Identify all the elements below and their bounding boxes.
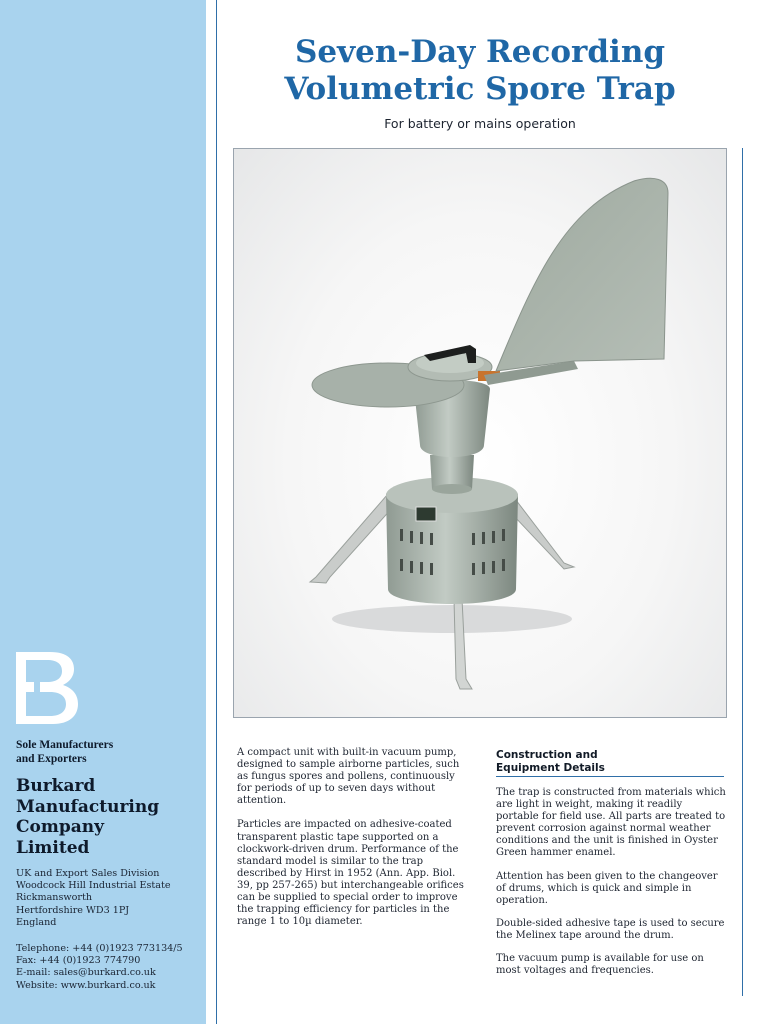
- intro-paragraph: A compact unit with built-in vacuum pump, designed to sample airborne particles, such as fungus spores and pollens, continuously for periods of up to seven days without attention.: [237, 747, 460, 807]
- details-paragraph: Double-sided adhesive tape is used to secure the Melinex tape around the drum.: [496, 917, 725, 941]
- spore-trap-illustration: [234, 149, 727, 718]
- right-divider: [742, 148, 743, 996]
- company-line: Limited: [16, 837, 90, 858]
- company-line: Company: [16, 817, 104, 837]
- tagline: Sole Manufacturers and Exporters: [16, 739, 114, 765]
- intro-column: [237, 747, 472, 940]
- details-heading: [496, 749, 724, 777]
- subtitle: For battery or mains operation: [384, 116, 576, 131]
- intro-paragraph: Particles are impacted on adhesive-coated transparent plastic tape supported on a clockwork-driven drum. Performance of the standard model is similar to the trap described by Hirst in 1952 (Ann. App. Biol. 39, pp 257-265) but interchangeable orifices can be supplied to special order to improve the trapping efficiency for particles in the range 1 to 10µ diameter.: [237, 819, 464, 928]
- vertical-divider: [216, 0, 217, 1024]
- company-line: Manufacturing: [16, 796, 160, 817]
- email-link[interactable]: E-mail: sales@burkard.co.uk: [16, 967, 156, 979]
- address-line: Woodcock Hill Industrial Estate: [16, 880, 171, 892]
- burkard-b-logo-icon: [16, 652, 78, 724]
- details-paragraph: The vacuum pump is available for use on most voltages and frequencies.: [496, 953, 704, 977]
- company-line: Burkard: [16, 776, 96, 796]
- address-line: Hertfordshire WD3 1PJ: [16, 904, 130, 916]
- address-line: England: [16, 916, 57, 928]
- title-line: Volumetric Spore Trap: [284, 71, 676, 107]
- address-block: [16, 868, 204, 929]
- heading-line: Construction and: [496, 749, 598, 761]
- details-paragraph: The trap is constructed from materials which are light in weight, making it readily portable for field use. All parts are treated to prevent corrosion against normal weather conditions and the unit is finished in Oyster Green hammer enamel.: [496, 787, 726, 859]
- details-column: [496, 749, 728, 988]
- website-link[interactable]: Website: www.burkard.co.uk: [16, 979, 156, 991]
- telephone: Telephone: +44 (0)1923 773134/5: [16, 943, 183, 954]
- fax: Fax: +44 (0)1923 774790: [16, 955, 141, 967]
- address-line: Rickmansworth: [16, 892, 93, 904]
- details-paragraph: Attention has been given to the changeover of drums, which is quick and simple in operation.: [496, 870, 718, 906]
- address-line: UK and Export Sales Division: [16, 868, 160, 879]
- spore-trap-photo: [233, 148, 727, 718]
- heading-line: Equipment Details: [496, 761, 605, 774]
- page-title: [222, 34, 738, 108]
- company-name: [16, 776, 204, 858]
- title-line: Seven-Day Recording: [294, 34, 666, 70]
- contact-block: [16, 943, 204, 992]
